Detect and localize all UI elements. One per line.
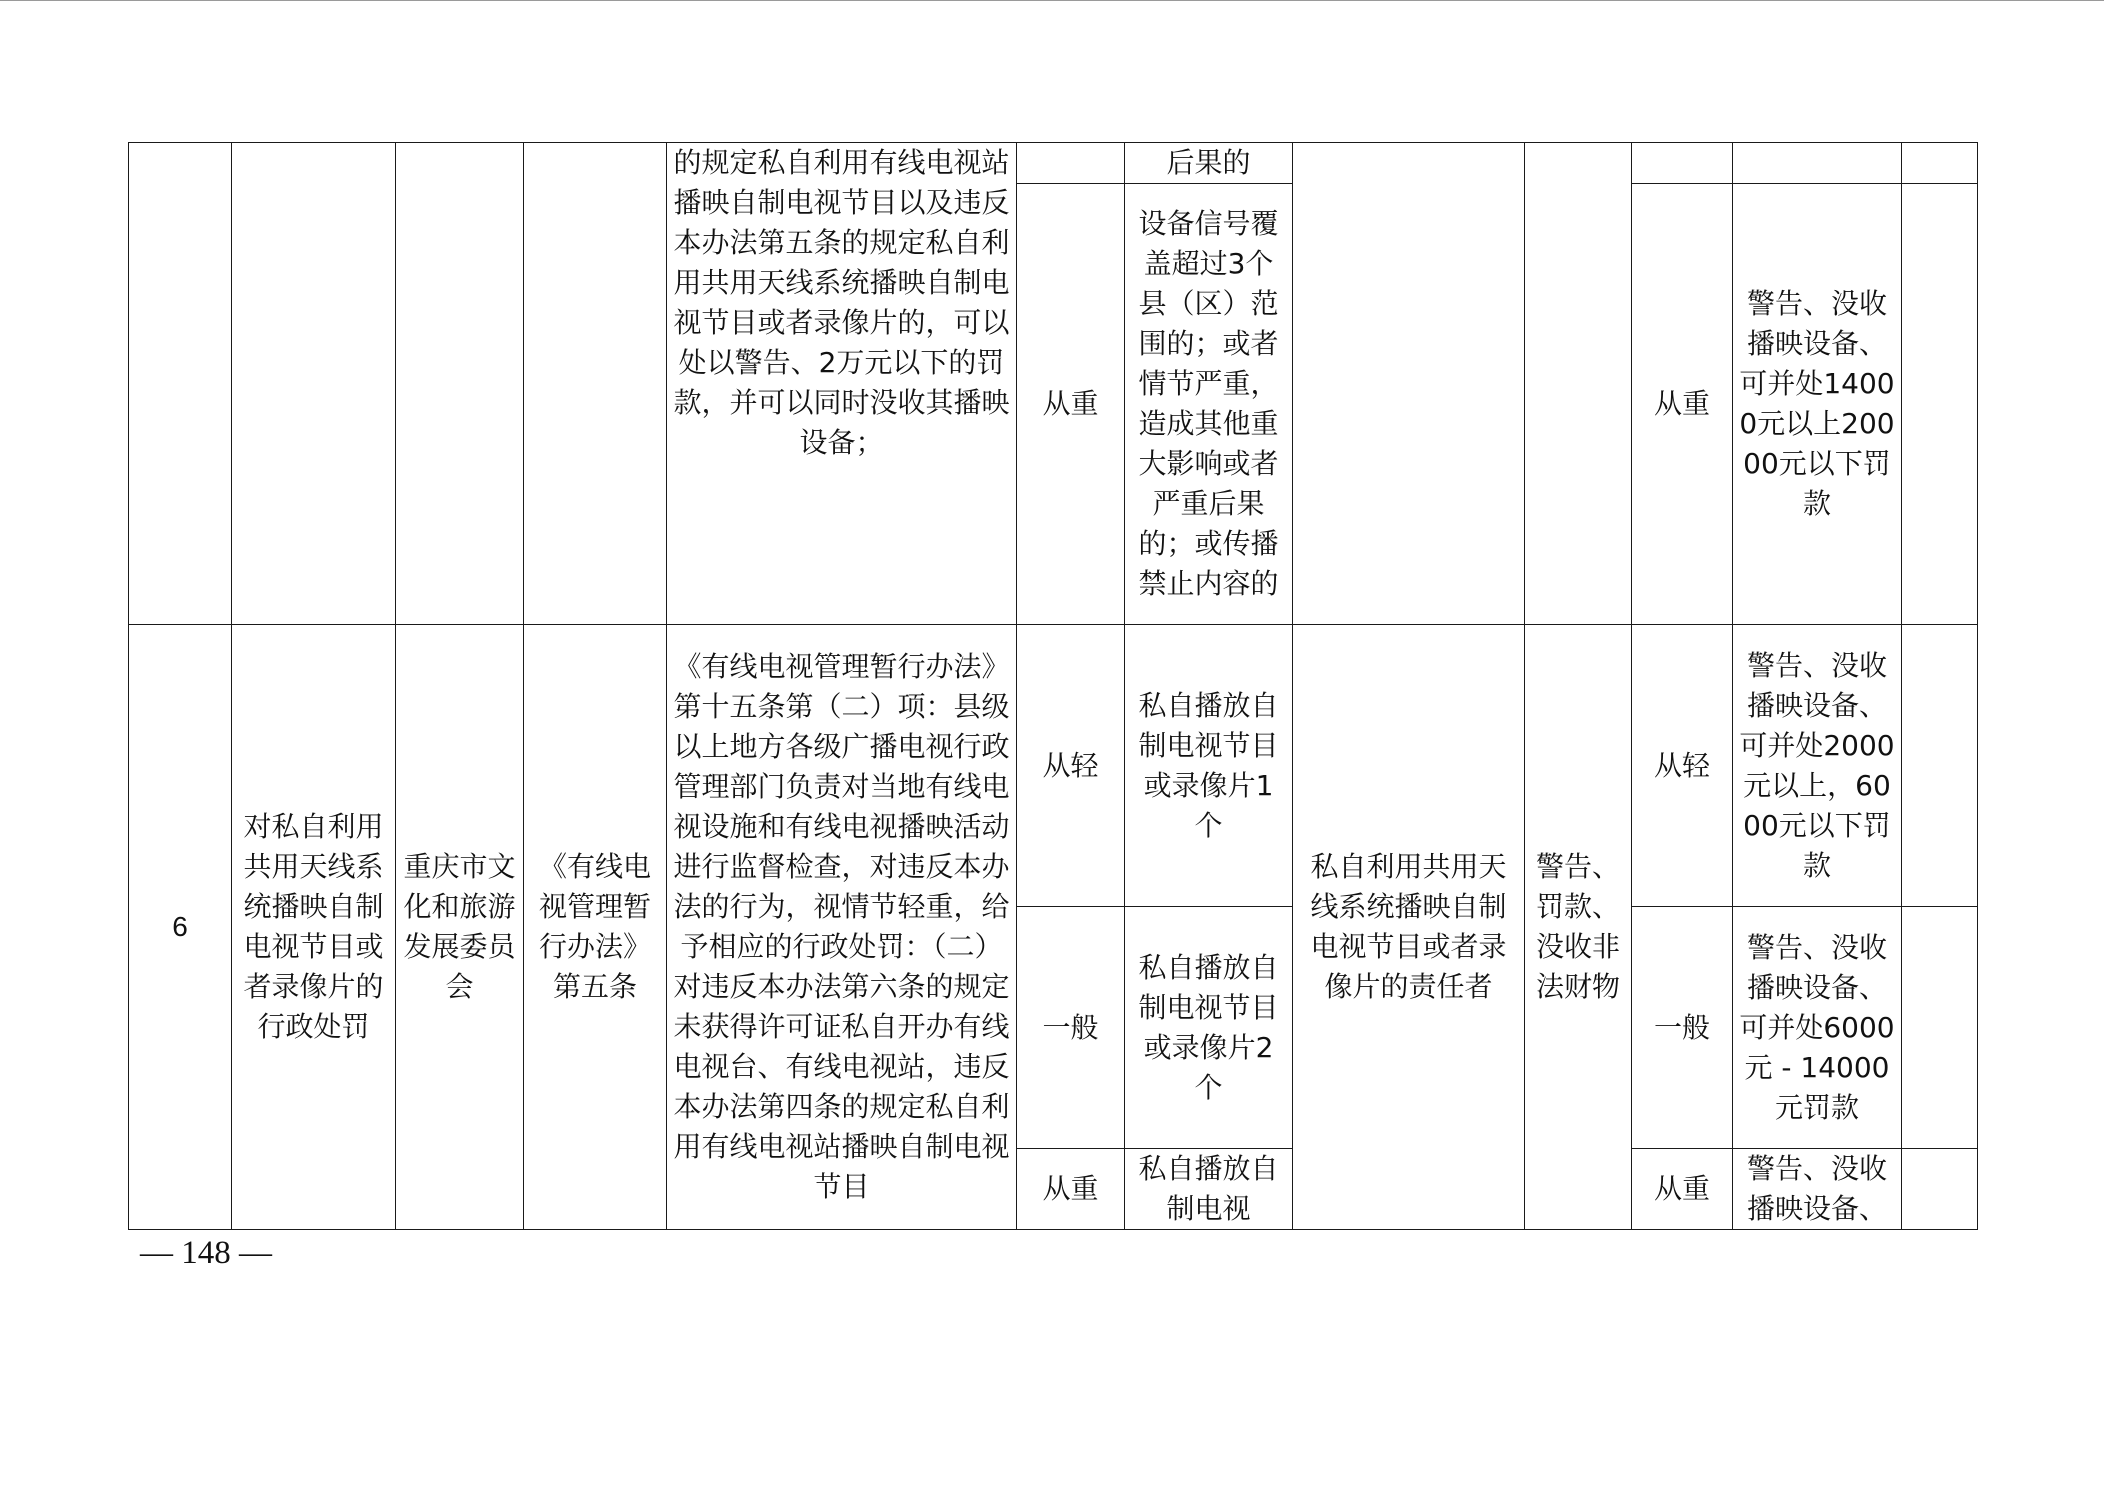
cell-standard: 警告、没收播映设备、 xyxy=(1733,1149,1902,1230)
cell-note xyxy=(1902,625,1978,907)
cell-circumstance: 设备信号覆盖超过3个县（区）范围的；或者情节严重，造成其他重大影响或者严重后果的；或传播禁止内容的 xyxy=(1125,184,1293,625)
top-rule xyxy=(0,0,2104,1)
row-6-light xyxy=(129,625,1978,907)
cell-circumstance: 私自播放自制电视节目或录像片1个 xyxy=(1125,625,1293,907)
cell-subject-empty xyxy=(1293,143,1525,625)
cell-standard-level: 一般 xyxy=(1632,907,1733,1149)
cell-standard: 警告、没收播映设备、可并处14000元以上20000元以下罚款 xyxy=(1733,184,1902,625)
cell-level: 从重 xyxy=(1017,184,1125,625)
cell-row-number: 6 xyxy=(129,625,232,1230)
cell-circumstance: 私自播放自制电视 xyxy=(1125,1149,1293,1230)
cell-standard-level: 从轻 xyxy=(1632,625,1733,907)
cell-standard-level: 从重 xyxy=(1632,1149,1733,1230)
cell-basis-text-continued: 的规定私自利用有线电视站播映自制电视节目以及违反本办法第五条的规定私自利用共用天线系统播映自制电视节目或者录像片的，可以处以警告、2万元以下的罚款，并可以同时没收其播映设备； xyxy=(667,143,1017,625)
cell-standard-level-empty xyxy=(1632,143,1733,184)
cell-circumstance: 私自播放自制电视节目或录像片2个 xyxy=(1125,907,1293,1149)
cell-penalty-types-empty xyxy=(1525,143,1632,625)
cell-standard: 警告、没收播映设备、可并处6000元 - 14000元罚款 xyxy=(1733,907,1902,1149)
cell-level-empty xyxy=(1017,143,1125,184)
cell-penalty-types: 警告、罚款、没收非法财物 xyxy=(1525,625,1632,1230)
cell-authority: 重庆市文化和旅游发展委员会 xyxy=(396,625,524,1230)
cell-standard-level: 从重 xyxy=(1632,184,1733,625)
cell-number-empty xyxy=(129,143,232,625)
cell-note xyxy=(1902,184,1978,625)
cell-legal-basis: 《有线电视管理暂行办法》第五条 xyxy=(524,625,667,1230)
cell-standard-empty xyxy=(1733,143,1902,184)
cell-basis-text: 《有线电视管理暂行办法》第十五条第（二）项：县级以上地方各级广播电视行政管理部门负责对当地有线电视设施和有线电视播映活动进行监督检查，对违反本办法的行为，视情节轻重，给予相应的行政处罚：（二）对违反本办法第六条的规定未获得许可证私自开办有线电视台、有线电视站，违反本办法第四条的规定私自利用有线电视站播映自制电视节目 xyxy=(667,625,1017,1230)
page-number: — 148 — xyxy=(140,1235,272,1271)
continued-row-top xyxy=(129,143,1978,184)
cell-note xyxy=(1902,907,1978,1149)
cell-subject: 私自利用共用天线系统播映自制电视节目或者录像片的责任者 xyxy=(1293,625,1525,1230)
cell-authority-empty xyxy=(396,143,524,625)
cell-note-empty xyxy=(1902,143,1978,184)
cell-level: 一般 xyxy=(1017,907,1125,1149)
cell-standard: 警告、没收播映设备、可并处2000元以上，6000元以下罚款 xyxy=(1733,625,1902,907)
cell-legal-basis-empty xyxy=(524,143,667,625)
cell-level: 从重 xyxy=(1017,1149,1125,1230)
cell-note xyxy=(1902,1149,1978,1230)
cell-circumstance-tail: 后果的 xyxy=(1125,143,1293,184)
cell-item-name: 对私自利用共用天线系统播映自制电视节目或者录像片的行政处罚 xyxy=(232,625,396,1230)
cell-item-empty xyxy=(232,143,396,625)
cell-level: 从轻 xyxy=(1017,625,1125,907)
penalty-standard-table xyxy=(128,142,1978,1230)
